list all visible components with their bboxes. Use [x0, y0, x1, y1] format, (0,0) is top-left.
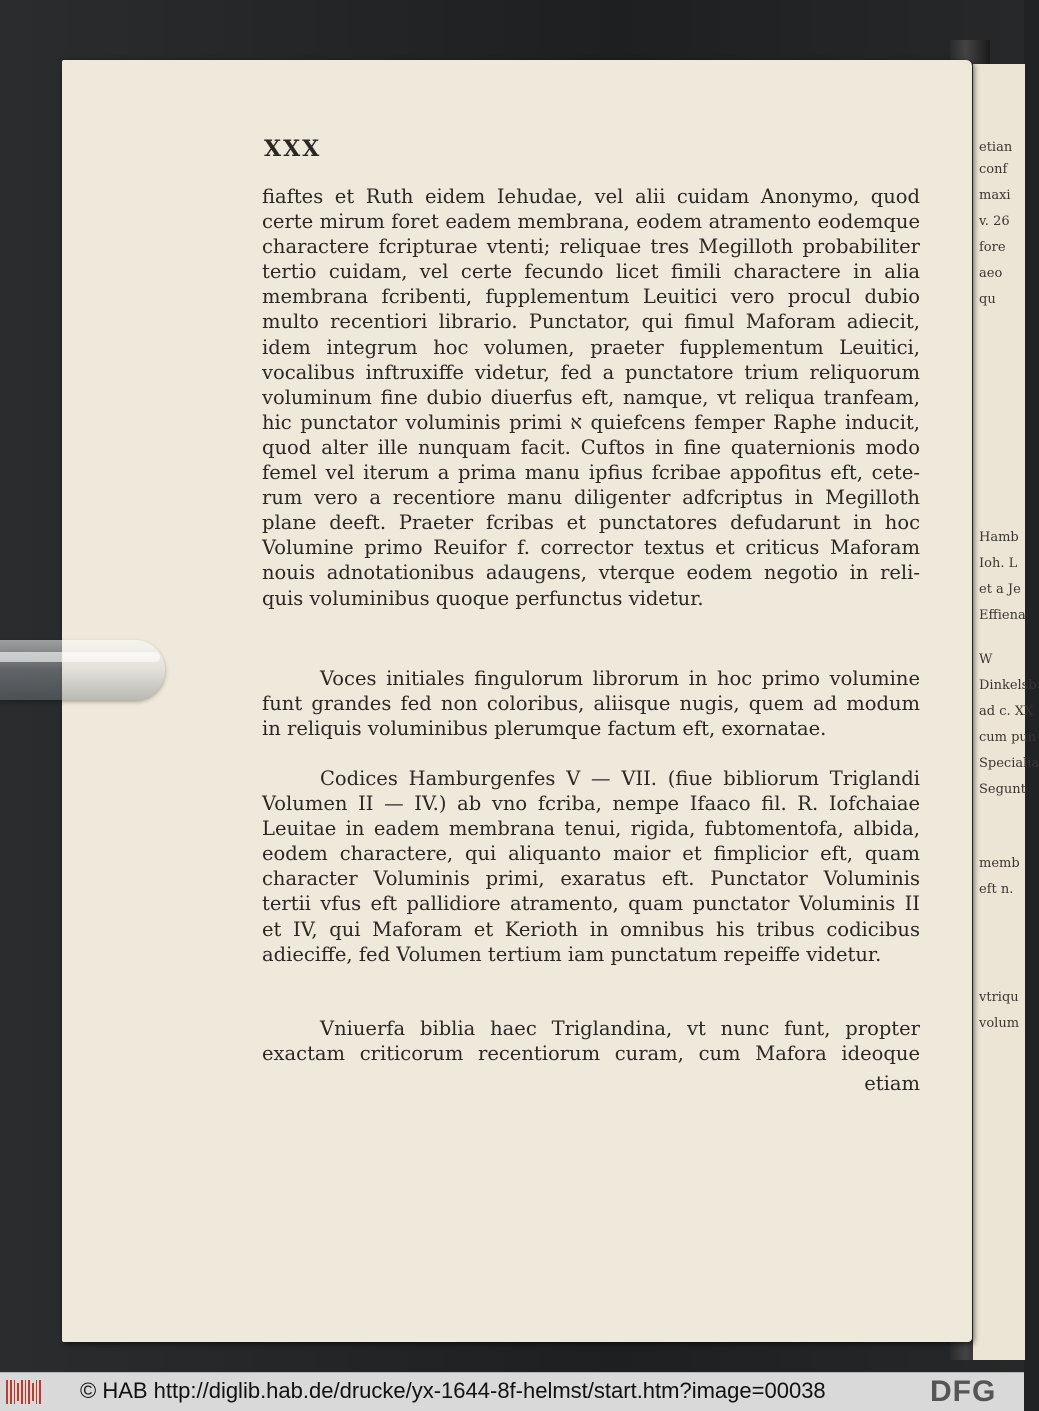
- text-line: funt grandes fed non coloribus, aliisque nugis, quem ad modum: [262, 692, 920, 716]
- text-line: Codices Hamburgenfes V — VII. (fiue bibliorum Triglandi: [320, 767, 920, 790]
- text-line: multo recentiori librario. Punctator, qui fimul Maforam adiecit,: [262, 310, 920, 334]
- dfg-logo: DFG: [930, 1375, 997, 1408]
- text-line: charactere fcripturae vtenti; reliquae tres Megilloth probabiliter: [262, 235, 920, 259]
- text-line: voluminum fine dubio diuerfus eft, namque, vt reliqua tranfeam,: [262, 385, 920, 409]
- text-line: Vniuerfa biblia haec Triglandina, vt nunc funt, propter: [320, 1017, 920, 1040]
- footer-bar: [0, 1372, 1024, 1411]
- text-line: femel vel iterum a prima manu ipfius fcribae appofitus eft, cete-: [262, 461, 920, 485]
- paragraph: [262, 666, 920, 741]
- text-line: nouis adnotationibus adaugens, vterque eodem negotio in reli-: [262, 561, 920, 585]
- text-line: plane deeft. Praeter fcribas et punctatores defudarunt in hoc: [262, 511, 920, 535]
- adjacent-page-fragment: maxi: [979, 188, 1011, 203]
- adjacent-page-fragment: Segunt: [979, 782, 1026, 797]
- adjacent-page-fragment: Hamb: [979, 530, 1019, 545]
- adjacent-page-fragment: Specialia: [979, 756, 1039, 771]
- page-number-header: XXX: [264, 136, 322, 162]
- adjacent-page-fragment: qu: [979, 292, 996, 307]
- source-url[interactable]: © HAB http://diglib.hab.de/drucke/yx-1644-8f-helmst/start.htm?image=00038: [80, 1378, 826, 1403]
- text-line: tertii vfus eft pallidiore atramento, quam punctator Voluminis II: [262, 892, 920, 916]
- text-line: eodem charactere, qui aliquanto maior et fimplicior eft, quam: [262, 842, 920, 866]
- text-line: certe mirum foret eadem membrana, eodem atramento eodemque: [262, 210, 920, 234]
- text-line: hic punctator voluminis primi א quiefcens femper Raphe inducit,: [262, 410, 920, 434]
- paragraph: [262, 766, 920, 967]
- adjacent-page-fragment: et a Je: [979, 582, 1021, 597]
- text-line: in reliquis voluminibus plerumque factum eft, exornatae.: [262, 717, 827, 741]
- text-line: rum vero a recentiore manu diligenter adfcriptus in Megilloth: [262, 486, 920, 510]
- adjacent-page-fragment: vtriqu: [979, 990, 1019, 1005]
- catchword: etiam: [864, 1072, 920, 1095]
- text-line: adieciffe, fed Volumen tertium iam punctatum repeiffe videtur.: [262, 942, 882, 966]
- text-line: Volumen II — IV.) ab vno fcriba, nempe Ifaaco fil. R. Iofchaiae: [262, 792, 920, 816]
- adjacent-page-fragment: memb: [979, 856, 1020, 871]
- page-holder-shine: [0, 652, 160, 662]
- adjacent-page-fragment: eft n.: [979, 882, 1014, 897]
- text-line: idem integrum hoc volumen, praeter fupplementum Leuitici,: [262, 335, 920, 359]
- adjacent-page-fragment: volum: [979, 1016, 1020, 1031]
- text-line: quod alter ille nunquam facit. Cuftos in fine quaternionis modo: [262, 435, 920, 459]
- adjacent-page-fragment: cum pun: [979, 730, 1037, 745]
- text-line: vocalibus inftruxiffe videtur, fed a punctatore trium reliquorum: [262, 360, 920, 384]
- page-holder-clip: [0, 640, 165, 700]
- adjacent-page-fragment: aeo: [979, 266, 1003, 281]
- text-line: exactam criticorum recentiorum curam, cum Mafora ideoque: [262, 1042, 920, 1066]
- adjacent-page-fragment: Effiena: [979, 608, 1026, 623]
- text-line: membrana fcribenti, fupplementum Leuitici vero procul dubio: [262, 285, 920, 309]
- barcode-icon: [6, 1380, 46, 1404]
- adjacent-page-fragment: Ioh. L: [979, 556, 1018, 571]
- text-line: fiaftes et Ruth eidem Iehudae, vel alii cuidam Anonymo, quod: [262, 185, 920, 208]
- text-line: Leuitae in eadem membrana tenui, rigida, fubtomentofa, albida,: [262, 817, 920, 841]
- paragraph: [262, 184, 920, 611]
- adjacent-page-fragment: fore: [979, 240, 1006, 255]
- adjacent-page-fragment: v. 26: [979, 214, 1010, 229]
- adjacent-page-fragment: ad c. XX: [979, 704, 1034, 719]
- adjacent-page-fragment: Dinkelsb: [979, 678, 1037, 693]
- text-line: Volumine primo Reuifor f. corrector textus et criticus Maforam: [262, 536, 920, 560]
- adjacent-page: [973, 64, 1039, 1360]
- adjacent-page-fragment: etian: [979, 140, 1013, 155]
- text-line: tertio cuidam, vel certe fecundo licet fimili charactere in alia: [262, 260, 920, 284]
- adjacent-page-fragment: W: [979, 652, 993, 667]
- text-line: Voces initiales fingulorum librorum in hoc primo volumine: [320, 667, 920, 690]
- paragraph: [262, 1016, 920, 1066]
- text-line: et IV, qui Maforam et Kerioth in omnibus his tribus codicibus: [262, 917, 920, 941]
- adjacent-page-fragment: conf: [979, 162, 1008, 177]
- text-line: character Voluminis primi, exaratus eft. Punctator Voluminis: [262, 867, 920, 891]
- text-line: quis voluminibus quoque perfunctus videtur.: [262, 586, 704, 610]
